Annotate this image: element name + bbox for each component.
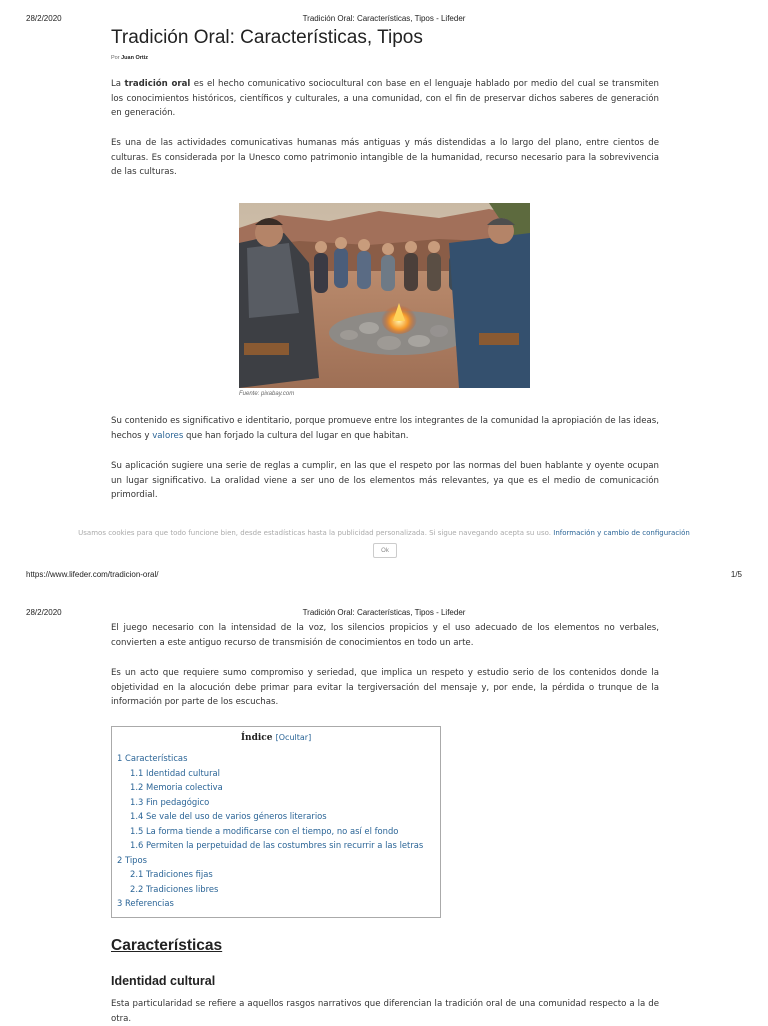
toc-item[interactable]: 2.2 Tradiciones libres	[130, 883, 219, 894]
paragraph-6	[111, 666, 659, 710]
toc-item[interactable]: 1.5 La forma tiende a modificarse con el tiempo, no así el fondo	[130, 825, 399, 836]
toc-item[interactable]: 1 Características	[117, 753, 188, 763]
image-caption: Fuente: pixabay.com	[239, 391, 295, 397]
p5-text: El juego necesario con la intensidad de la voz, los silencios propicios y el uso adecuado de los elementos no verbales, convierten a este antiguo recurso de transmisión de conocimientos en todo un arte.	[111, 623, 659, 648]
cookie-settings-link[interactable]: Información y cambio de configuración	[553, 529, 690, 537]
author-link[interactable]: Juan Ortiz	[121, 55, 148, 61]
paragraph-7	[111, 997, 659, 1026]
p6-text: Es un acto que requiere sumo compromiso y seriedad, que implica un respeto y estudio serio de los contenidos donde la objetividad en la alocución debe primar para evitar la tergiversación del mensaje y, por ende, la pérdida o trunque de la información por parte de los escuchas.	[111, 668, 659, 708]
cookie-text: Usamos cookies para que todo funcione bien, desde estadísticas hasta la publicidad personalizada. Si sigue navegando acepta su uso.	[78, 529, 552, 537]
paragraph-2	[111, 136, 659, 180]
toc-toggle-link[interactable]: [Ocultar]	[275, 733, 312, 742]
page-number: 1/5	[730, 570, 742, 579]
toc-item[interactable]: 2.1 Tradiciones fijas	[130, 869, 213, 879]
print-date-2: 28/2/2020	[26, 608, 62, 617]
toc-header	[112, 733, 440, 743]
print-url: https://www.lifeder.com/tradicion-oral/	[26, 570, 159, 579]
paragraph-3	[111, 414, 659, 443]
paragraph-5	[111, 621, 659, 650]
cookie-banner	[0, 529, 768, 537]
p2-text: Es una de las actividades comunicativas humanas más antiguas y más distendidas a lo largo del plano, entre cientos de culturas. Es considerada por la Unesco como patrimonio intangible de la humanidad, recurso necesario para la sobrevivencia de las culturas.	[111, 138, 659, 178]
p3-post: que han forjado la cultura del lugar en que habitan.	[186, 430, 409, 441]
paragraph-4	[111, 459, 659, 503]
toc-title: Índice	[240, 733, 273, 743]
paragraph-1	[111, 77, 659, 121]
cookie-ok-button[interactable]: Ok	[373, 543, 397, 558]
toc-list	[112, 751, 440, 911]
page-title: Tradición Oral: Características, Tipos	[111, 27, 423, 48]
toc-item[interactable]: 2 Tipos	[117, 854, 147, 865]
p7-text: Esta particularidad se refiere a aquellos rasgos narrativos que diferencian la tradición oral de una comunidad respecto a la de otra.	[111, 999, 659, 1024]
byline	[111, 55, 148, 61]
p4-text: Su aplicación sugiere una serie de reglas a cumplir, en las que el respeto por las normas del buen hablante y oyente ocupan un lugar significativo. La oralidad viene a ser uno de los elementos más relevantes, ya que es el medio de comunicación primordial.	[111, 461, 659, 501]
print-header-title-2: Tradición Oral: Características, Tipos - Lifeder	[302, 608, 466, 617]
toc-item[interactable]: 1.3 Fin pedagógico	[130, 796, 210, 807]
byline-prefix: Por	[111, 55, 120, 61]
print-date: 28/2/2020	[26, 14, 62, 23]
toc-item[interactable]: 3 Referencias	[117, 898, 174, 908]
toc-item[interactable]: 1.4 Se vale del uso de varios géneros literarios	[130, 811, 327, 821]
p1-bold: tradición oral	[124, 79, 191, 89]
subsection-heading: Identidad cultural	[111, 974, 216, 988]
valores-link[interactable]: valores	[152, 430, 184, 441]
toc-item[interactable]: 1.2 Memoria colectiva	[130, 782, 223, 792]
p3-pre: Su contenido es significativo e identitario, porque promueve entre los integrantes de la comunidad la apropiación de las ideas, hechos y	[111, 416, 659, 441]
p1-post: es el hecho comunicativo sociocultural con base en el lenguaje hablado por medio del cual se transmiten los conocimientos históricos, científicos y culturales, a una comunidad, con el fin de preservar dichos saberes de generación en generación.	[111, 79, 659, 119]
toc-item[interactable]: 1.1 Identidad cultural	[130, 767, 220, 778]
table-of-contents	[111, 726, 441, 918]
campfire-photo	[239, 203, 530, 388]
section-heading: Características	[111, 937, 223, 954]
print-header-title: Tradición Oral: Características, Tipos - Lifeder	[302, 14, 466, 23]
toc-item[interactable]: 1.6 Permiten la perpetuidad de las costumbres sin recurrir a las letras	[130, 840, 424, 850]
p1-pre: La	[111, 79, 122, 89]
